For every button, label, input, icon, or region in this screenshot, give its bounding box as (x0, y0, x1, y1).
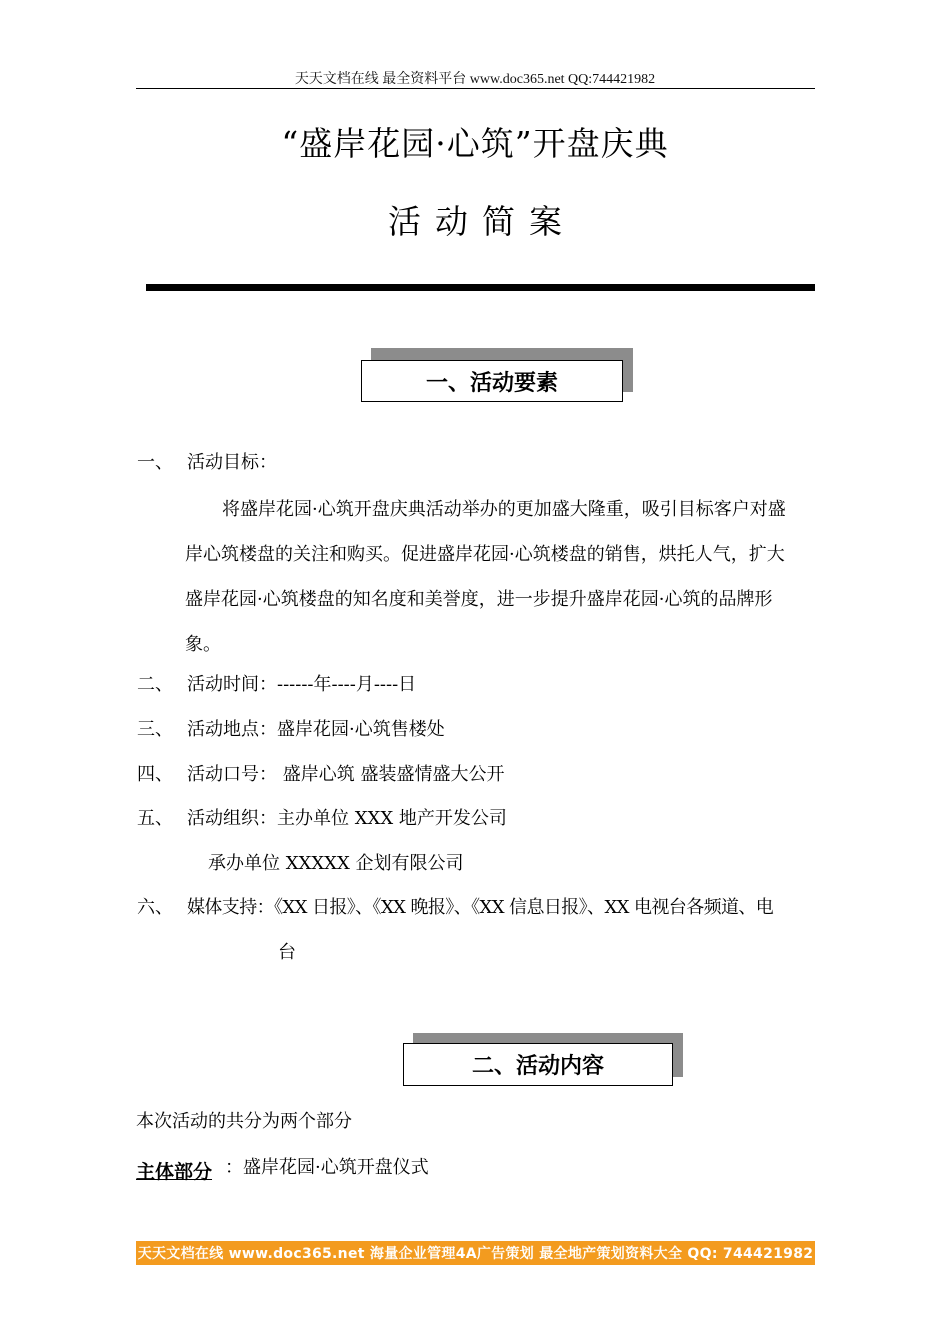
doc-title: “盛岸花园·心筑”开盘庆典 (281, 124, 669, 163)
goal-line-1: 将盛岸花园·心筑开盘庆典活动举办的更加盛大隆重，吸引目标客户对盛 (222, 499, 786, 520)
time-number: 二、 (137, 674, 173, 695)
media-text: 媒体支持：《XX 日报》、《XX 晚报》、《XX 信息日报》、XX 电视台各频道、电 (187, 897, 774, 918)
time-text: 活动时间：------年----月----日 (187, 674, 417, 695)
slogan-number: 四、 (137, 764, 173, 785)
slogan-text: 活动口号： 盛岸心筑 盛装盛情盛大公开 (187, 764, 505, 785)
goal-line-4: 象。 (185, 634, 221, 655)
org-text-2: 承办单位 XXXXX 企划有限公司 (208, 853, 464, 874)
section1-heading: 一、活动要素 (361, 360, 623, 402)
goal-line-3: 盛岸花园·心筑楼盘的知名度和美誉度，进一步提升盛岸花园·心筑的品牌形 (185, 589, 773, 610)
media-number: 六、 (137, 897, 173, 918)
place-text: 活动地点：盛岸花园·心筑售楼处 (187, 719, 445, 740)
place-number: 三、 (137, 719, 173, 740)
goal-label: 活动目标： (187, 452, 277, 473)
section2-intro: 本次活动的共分为两个部分 (136, 1111, 352, 1132)
header-rule (136, 88, 815, 89)
doc-subtitle: 活动简案 (388, 202, 576, 241)
goal-line-2: 岸心筑楼盘的关注和购买。促进盛岸花园·心筑楼盘的销售，烘托人气，扩大 (185, 544, 785, 565)
title-divider (146, 284, 815, 291)
section2-heading: 二、活动内容 (403, 1043, 673, 1086)
goal-number: 一、 (137, 452, 173, 473)
media-text-2: 台 (278, 942, 296, 963)
main-part-text: ：盛岸花园·心筑开盘仪式 (225, 1157, 429, 1178)
header-text: 天天文档在线 最全资料平台 www.doc365.net QQ:744421982 (294, 72, 656, 87)
org-text: 活动组织：主办单位 XXX 地产开发公司 (187, 808, 507, 829)
footer-banner: 天天文档在线 www.doc365.net 海量企业管理4A广告策划 最全地产策划资料大全 QQ: 744421982 (136, 1241, 815, 1265)
org-number: 五、 (137, 808, 173, 829)
section1-heading-box (361, 348, 633, 402)
section2-heading-box (403, 1033, 683, 1086)
main-part-label: 主体部分 (136, 1161, 213, 1183)
